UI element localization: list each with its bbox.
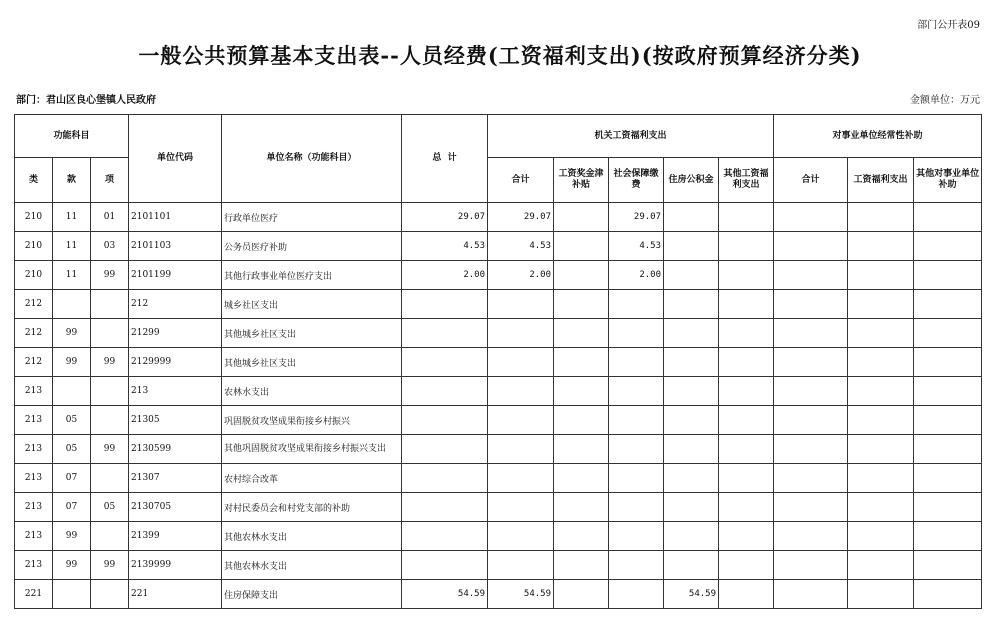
cell-inst-wage	[848, 232, 914, 261]
cell-organ-housing	[664, 464, 719, 493]
cell-organ-subtotal	[488, 319, 554, 348]
cell-total	[402, 551, 488, 580]
cell-lei: 213	[15, 464, 53, 493]
table-row	[15, 493, 982, 522]
cell-kuan: 11	[53, 261, 91, 290]
cell-xiang: 99	[91, 348, 129, 377]
table-row	[15, 435, 982, 464]
cell-inst-subtotal	[774, 580, 848, 609]
header-inst-wage: 工资福利支出	[848, 158, 914, 203]
cell-xiang	[91, 406, 129, 435]
cell-total	[402, 348, 488, 377]
table-row	[15, 377, 982, 406]
cell-xiang: 99	[91, 435, 129, 464]
form-number: 部门公开表09	[917, 20, 980, 31]
cell-inst-other	[914, 464, 982, 493]
table-row	[15, 522, 982, 551]
cell-inst-other	[914, 232, 982, 261]
cell-inst-other	[914, 522, 982, 551]
cell-organ-other	[719, 464, 774, 493]
cell-kuan: 11	[53, 232, 91, 261]
cell-organ-social	[609, 290, 664, 319]
cell-name: 公务员医疗补助	[222, 232, 402, 261]
cell-kuan: 05	[53, 435, 91, 464]
cell-organ-subtotal	[488, 493, 554, 522]
cell-organ-bonus	[554, 522, 609, 551]
cell-inst-other	[914, 203, 982, 232]
header-organ-other: 其他工资福利支出	[719, 158, 774, 203]
cell-organ-housing	[664, 522, 719, 551]
cell-organ-other	[719, 261, 774, 290]
cell-total	[402, 435, 488, 464]
cell-lei: 213	[15, 406, 53, 435]
cell-organ-other	[719, 348, 774, 377]
header-inst-other: 其他对事业单位补助	[914, 158, 982, 203]
cell-kuan: 99	[53, 551, 91, 580]
cell-xiang	[91, 464, 129, 493]
cell-inst-other	[914, 435, 982, 464]
cell-code: 212	[129, 290, 222, 319]
cell-xiang	[91, 319, 129, 348]
cell-xiang: 99	[91, 551, 129, 580]
cell-organ-social	[609, 406, 664, 435]
cell-organ-housing	[664, 493, 719, 522]
cell-code: 213	[129, 377, 222, 406]
header-organ-group: 机关工资福利支出	[488, 115, 774, 158]
cell-xiang	[91, 580, 129, 609]
cell-organ-bonus	[554, 232, 609, 261]
cell-organ-subtotal	[488, 522, 554, 551]
table-row	[15, 551, 982, 580]
cell-inst-subtotal	[774, 261, 848, 290]
cell-name: 行政单位医疗	[222, 203, 402, 232]
cell-organ-subtotal	[488, 290, 554, 319]
cell-lei: 212	[15, 319, 53, 348]
table-row	[15, 406, 982, 435]
cell-inst-other	[914, 493, 982, 522]
cell-inst-wage	[848, 551, 914, 580]
cell-inst-wage	[848, 377, 914, 406]
cell-organ-subtotal	[488, 377, 554, 406]
header-organ-social: 社会保障缴费	[609, 158, 664, 203]
cell-total	[402, 464, 488, 493]
budget-table	[14, 114, 982, 609]
cell-organ-other	[719, 493, 774, 522]
cell-total: 2.00	[402, 261, 488, 290]
cell-organ-social	[609, 551, 664, 580]
cell-organ-social	[609, 348, 664, 377]
cell-organ-housing	[664, 435, 719, 464]
cell-kuan	[53, 377, 91, 406]
header-organ-subtotal: 合计	[488, 158, 554, 203]
cell-lei: 210	[15, 261, 53, 290]
cell-inst-other	[914, 406, 982, 435]
cell-inst-other	[914, 551, 982, 580]
cell-xiang: 01	[91, 203, 129, 232]
cell-name: 其他城乡社区支出	[222, 319, 402, 348]
cell-lei: 213	[15, 551, 53, 580]
cell-organ-social	[609, 435, 664, 464]
header-func-subject: 功能科目	[15, 115, 129, 158]
cell-total: 29.07	[402, 203, 488, 232]
cell-organ-social	[609, 580, 664, 609]
cell-code: 2130599	[129, 435, 222, 464]
cell-inst-wage	[848, 290, 914, 319]
cell-organ-bonus	[554, 580, 609, 609]
cell-organ-social: 29.07	[609, 203, 664, 232]
cell-organ-other	[719, 406, 774, 435]
cell-organ-social: 2.00	[609, 261, 664, 290]
cell-organ-housing	[664, 551, 719, 580]
cell-lei: 212	[15, 348, 53, 377]
cell-code: 2139999	[129, 551, 222, 580]
cell-kuan: 05	[53, 406, 91, 435]
cell-organ-housing	[664, 232, 719, 261]
cell-organ-subtotal: 29.07	[488, 203, 554, 232]
cell-organ-housing	[664, 348, 719, 377]
cell-code: 21299	[129, 319, 222, 348]
table-row	[15, 261, 982, 290]
cell-inst-wage	[848, 319, 914, 348]
cell-lei: 213	[15, 522, 53, 551]
cell-inst-other	[914, 319, 982, 348]
cell-kuan: 99	[53, 522, 91, 551]
cell-kuan: 99	[53, 348, 91, 377]
cell-lei: 221	[15, 580, 53, 609]
cell-organ-social	[609, 522, 664, 551]
cell-inst-subtotal	[774, 464, 848, 493]
cell-total	[402, 377, 488, 406]
cell-organ-other	[719, 232, 774, 261]
cell-inst-subtotal	[774, 435, 848, 464]
cell-inst-subtotal	[774, 377, 848, 406]
cell-inst-other	[914, 290, 982, 319]
cell-name: 巩固脱贫攻坚成果衔接乡村振兴	[222, 406, 402, 435]
cell-organ-other	[719, 203, 774, 232]
cell-organ-bonus	[554, 203, 609, 232]
cell-name: 农村综合改革	[222, 464, 402, 493]
cell-organ-bonus	[554, 348, 609, 377]
cell-organ-other	[719, 377, 774, 406]
cell-kuan: 07	[53, 493, 91, 522]
cell-organ-subtotal: 4.53	[488, 232, 554, 261]
cell-xiang	[91, 522, 129, 551]
header-lei: 类	[15, 158, 53, 203]
cell-inst-subtotal	[774, 232, 848, 261]
cell-xiang: 05	[91, 493, 129, 522]
cell-inst-wage	[848, 203, 914, 232]
cell-organ-housing	[664, 377, 719, 406]
cell-inst-subtotal	[774, 319, 848, 348]
cell-lei: 213	[15, 435, 53, 464]
cell-organ-bonus	[554, 435, 609, 464]
cell-inst-other	[914, 377, 982, 406]
cell-code: 2101103	[129, 232, 222, 261]
cell-organ-subtotal: 54.59	[488, 580, 554, 609]
cell-name: 对村民委员会和村党支部的补助	[222, 493, 402, 522]
cell-organ-bonus	[554, 261, 609, 290]
cell-inst-other	[914, 261, 982, 290]
cell-inst-other	[914, 580, 982, 609]
cell-inst-subtotal	[774, 551, 848, 580]
cell-inst-subtotal	[774, 290, 848, 319]
cell-lei: 213	[15, 377, 53, 406]
cell-kuan	[53, 580, 91, 609]
cell-organ-subtotal	[488, 435, 554, 464]
cell-organ-housing: 54.59	[664, 580, 719, 609]
cell-kuan	[53, 290, 91, 319]
cell-name: 其他行政事业单位医疗支出	[222, 261, 402, 290]
cell-name: 农林水支出	[222, 377, 402, 406]
cell-total	[402, 319, 488, 348]
cell-code: 221	[129, 580, 222, 609]
cell-kuan: 11	[53, 203, 91, 232]
cell-code: 2129999	[129, 348, 222, 377]
cell-organ-social	[609, 493, 664, 522]
cell-inst-wage	[848, 261, 914, 290]
page-title: 一般公共预算基本支出表--人员经费(工资福利支出)(按政府预算经济分类)	[138, 43, 862, 68]
cell-organ-other	[719, 551, 774, 580]
header-organ-housing: 住房公积金	[664, 158, 719, 203]
cell-inst-subtotal	[774, 493, 848, 522]
cell-xiang	[91, 290, 129, 319]
cell-lei: 210	[15, 203, 53, 232]
cell-lei: 212	[15, 290, 53, 319]
cell-code: 21305	[129, 406, 222, 435]
cell-organ-social: 4.53	[609, 232, 664, 261]
cell-total: 54.59	[402, 580, 488, 609]
cell-inst-subtotal	[774, 406, 848, 435]
cell-organ-housing	[664, 290, 719, 319]
cell-xiang	[91, 377, 129, 406]
cell-organ-housing	[664, 406, 719, 435]
cell-organ-other	[719, 522, 774, 551]
header-xiang: 项	[91, 158, 129, 203]
department-label: 部门：君山区良心堡镇人民政府	[16, 95, 156, 106]
cell-inst-wage	[848, 435, 914, 464]
cell-code: 2101199	[129, 261, 222, 290]
cell-organ-bonus	[554, 319, 609, 348]
cell-total	[402, 522, 488, 551]
cell-organ-subtotal	[488, 406, 554, 435]
table-row	[15, 348, 982, 377]
cell-organ-subtotal: 2.00	[488, 261, 554, 290]
cell-organ-other	[719, 435, 774, 464]
cell-inst-wage	[848, 522, 914, 551]
cell-code: 2101101	[129, 203, 222, 232]
cell-organ-subtotal	[488, 551, 554, 580]
header-inst-group: 对事业单位经常性补助	[774, 115, 982, 158]
table-row	[15, 232, 982, 261]
cell-organ-housing	[664, 203, 719, 232]
cell-organ-social	[609, 464, 664, 493]
cell-name: 其他农林水支出	[222, 522, 402, 551]
cell-organ-other	[719, 319, 774, 348]
cell-organ-bonus	[554, 406, 609, 435]
cell-organ-bonus	[554, 290, 609, 319]
cell-inst-wage	[848, 493, 914, 522]
header-organ-bonus: 工资奖金津补贴	[554, 158, 609, 203]
cell-name: 住房保障支出	[222, 580, 402, 609]
cell-name: 城乡社区支出	[222, 290, 402, 319]
cell-xiang: 99	[91, 261, 129, 290]
cell-organ-other	[719, 290, 774, 319]
cell-organ-bonus	[554, 493, 609, 522]
cell-inst-subtotal	[774, 203, 848, 232]
cell-inst-subtotal	[774, 522, 848, 551]
cell-name: 其他农林水支出	[222, 551, 402, 580]
cell-organ-bonus	[554, 551, 609, 580]
cell-kuan: 99	[53, 319, 91, 348]
cell-name: 其他城乡社区支出	[222, 348, 402, 377]
cell-code: 21399	[129, 522, 222, 551]
cell-organ-subtotal	[488, 464, 554, 493]
cell-inst-wage	[848, 580, 914, 609]
cell-total	[402, 406, 488, 435]
cell-total	[402, 493, 488, 522]
cell-lei: 210	[15, 232, 53, 261]
table-row	[15, 580, 982, 609]
header-total: 总 计	[402, 115, 488, 203]
cell-inst-other	[914, 348, 982, 377]
header-unit-name: 单位名称（功能科目）	[222, 115, 402, 203]
header-unit-code: 单位代码	[129, 115, 222, 203]
cell-inst-wage	[848, 348, 914, 377]
cell-name: 其他巩固脱贫攻坚成果衔接乡村振兴支出	[222, 435, 402, 464]
table-body	[15, 203, 982, 609]
header-kuan: 款	[53, 158, 91, 203]
cell-organ-subtotal	[488, 348, 554, 377]
amount-unit-label: 金额单位：万元	[910, 95, 980, 106]
header-inst-subtotal: 合计	[774, 158, 848, 203]
table-row	[15, 290, 982, 319]
cell-total: 4.53	[402, 232, 488, 261]
cell-inst-subtotal	[774, 348, 848, 377]
cell-xiang: 03	[91, 232, 129, 261]
cell-organ-social	[609, 319, 664, 348]
table-row	[15, 464, 982, 493]
cell-organ-social	[609, 377, 664, 406]
table-row	[15, 203, 982, 232]
cell-kuan: 07	[53, 464, 91, 493]
table-row	[15, 319, 982, 348]
cell-inst-wage	[848, 406, 914, 435]
cell-organ-bonus	[554, 377, 609, 406]
cell-code: 2130705	[129, 493, 222, 522]
cell-inst-wage	[848, 464, 914, 493]
cell-lei: 213	[15, 493, 53, 522]
cell-organ-bonus	[554, 464, 609, 493]
cell-code: 21307	[129, 464, 222, 493]
cell-organ-housing	[664, 319, 719, 348]
cell-organ-other	[719, 580, 774, 609]
cell-total	[402, 290, 488, 319]
cell-organ-housing	[664, 261, 719, 290]
